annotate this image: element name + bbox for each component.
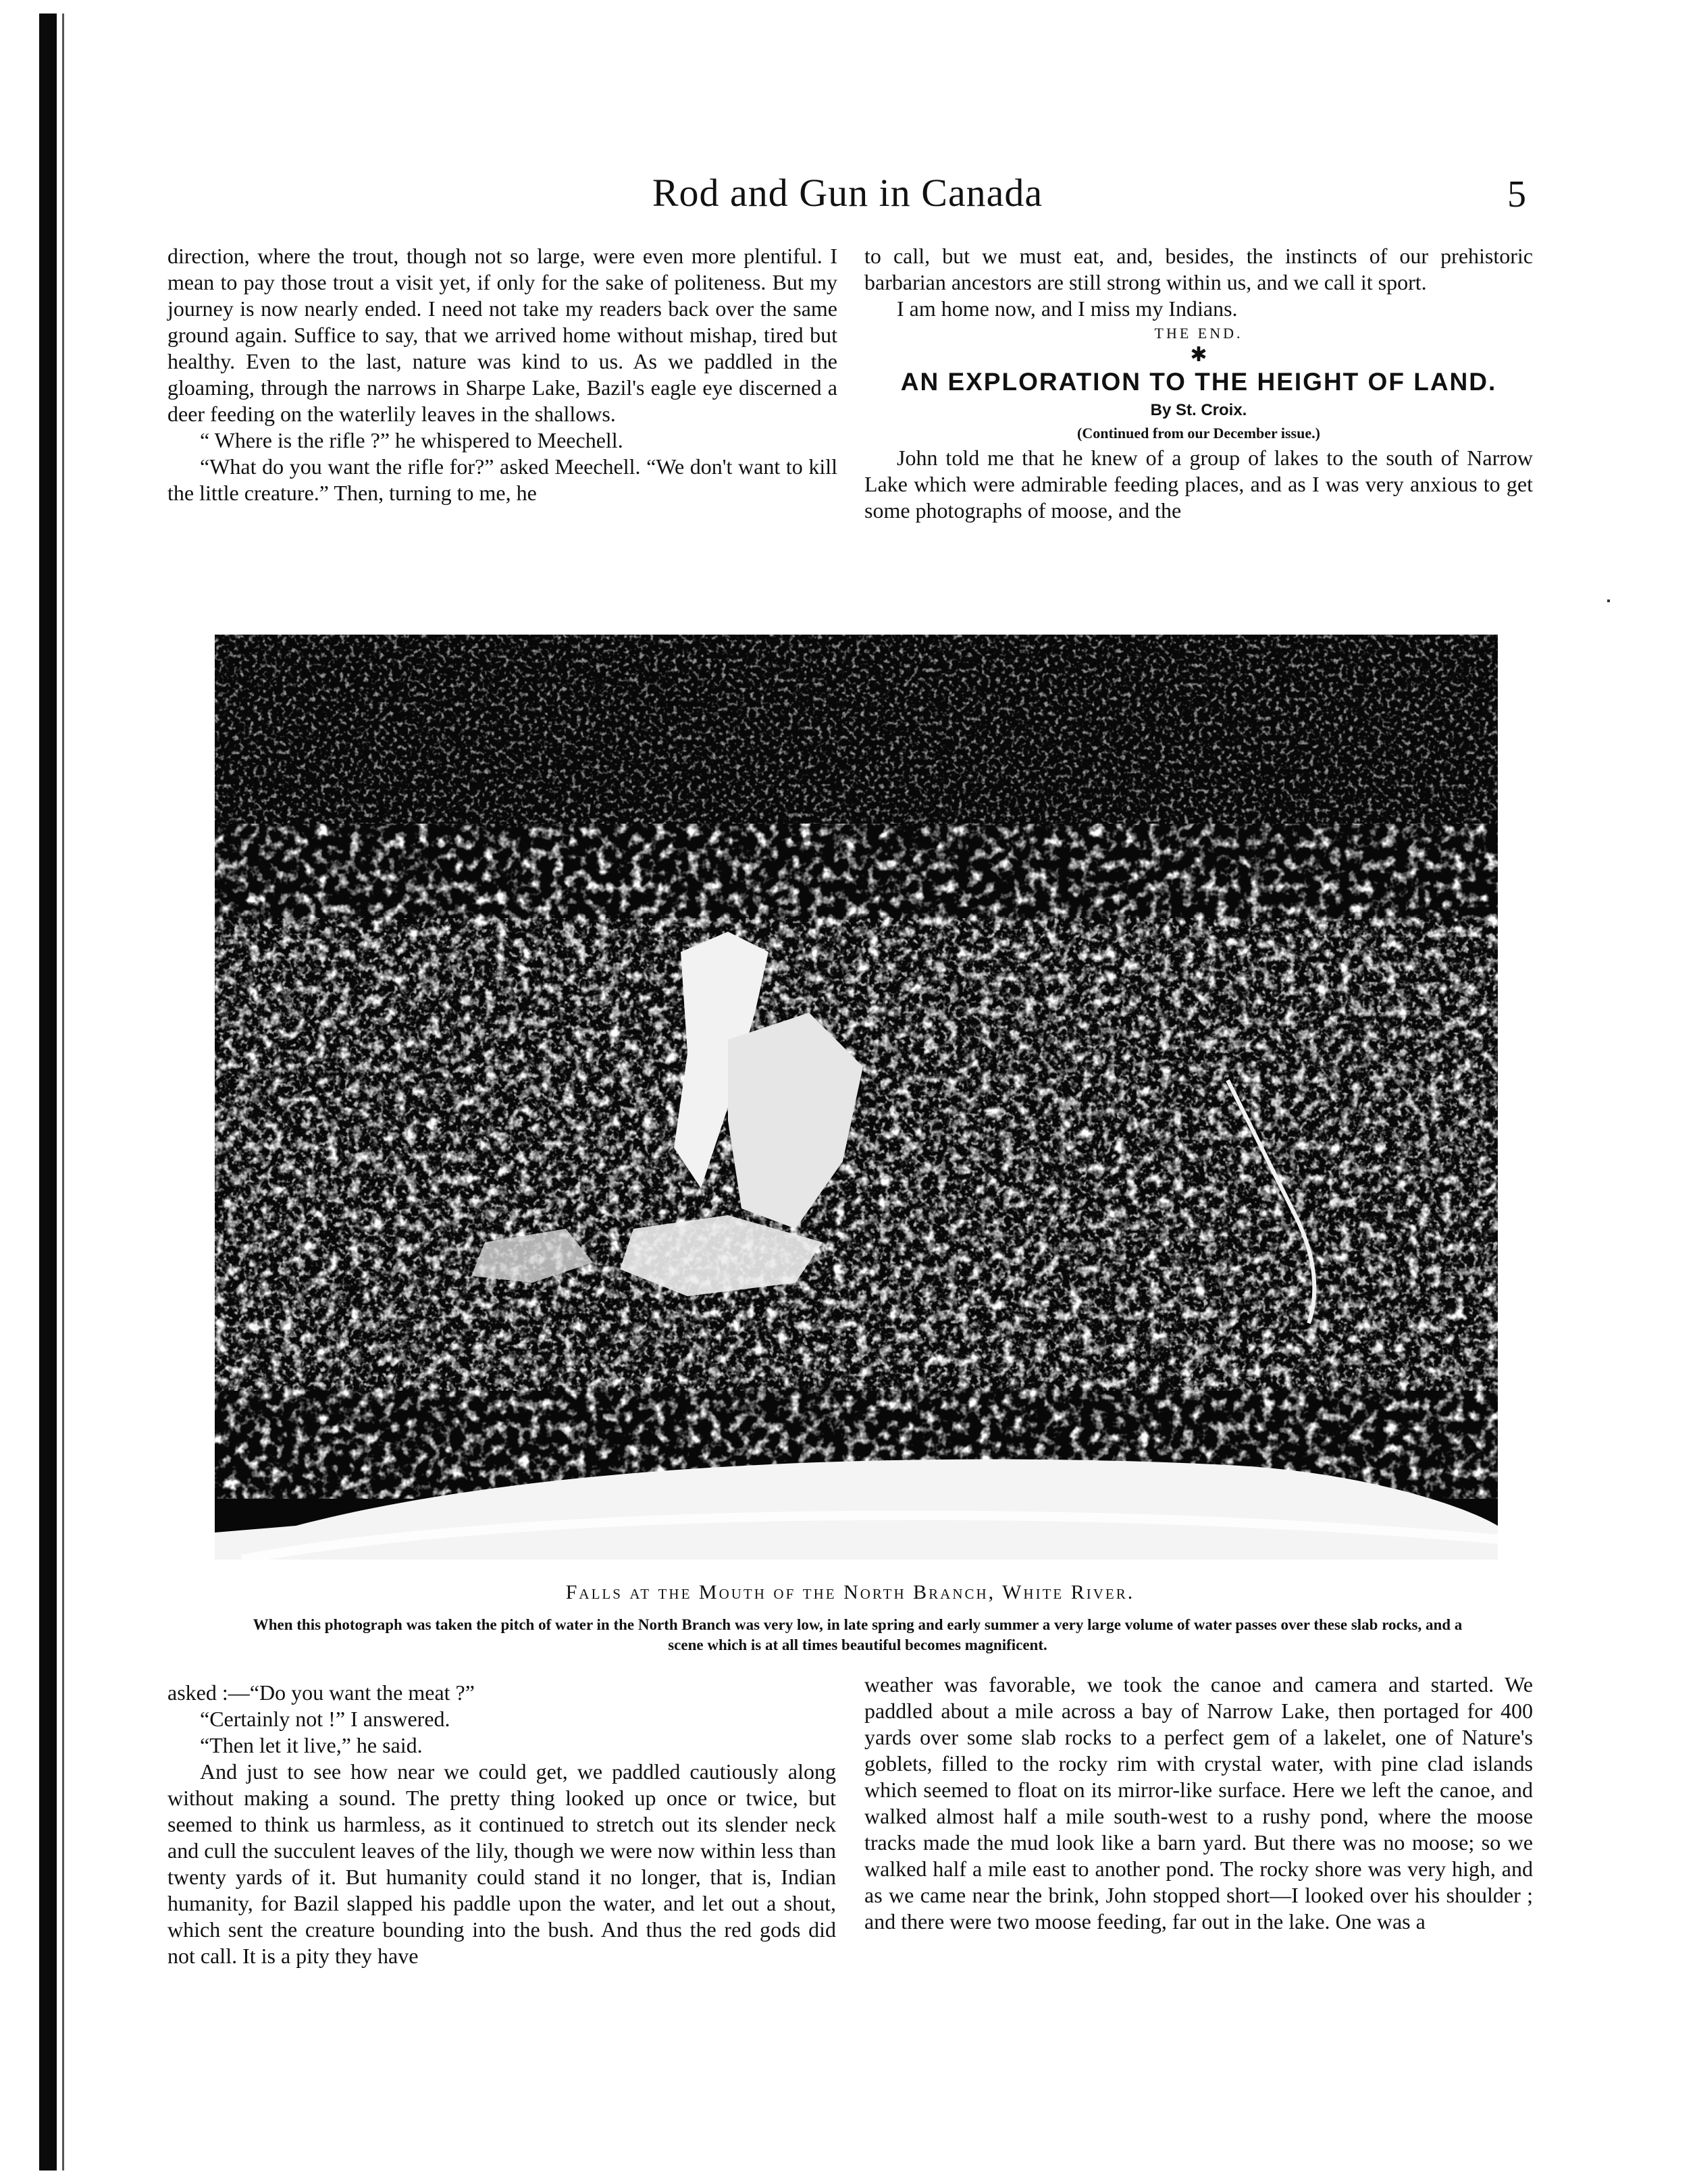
paragraph: asked :—“Do you want the meat ?” bbox=[167, 1680, 475, 1705]
byline: By St. Croix. bbox=[1150, 401, 1247, 419]
paragraph: weather was favorable, we took the canoe and camera and started. We paddled about a mile across a bay of Narrow Lake, then portaged for 400 yards over some slab rocks to a perfect gem of a lakelet, one of Nature's goblets, filled to the rocky rim with crystal water, with pine clad islands which seemed to float on its mirror-like surface. Here we left the canoe, and walked almost half a mile south-west to a rushy pond, where the moose tracks made the mud look like a barn yard. But there was no moose; so we walked half a mile east to another pond. The rocky shore was very high, and as we came near the brink, John stopped short—I looked over his shoulder ; and there were two moose feeding, far out in the lake. One was a bbox=[864, 1672, 1533, 1934]
photo-caption-text: When this photograph was taken the pitch of water in the North Branch was very low, in late spring and early summer a very large volume of water passes over these slab rocks, and a scene which is at all times beautiful becomes magnificent. bbox=[253, 1616, 1463, 1653]
page-number: 5 bbox=[1507, 174, 1526, 215]
the-end-mark: THE END. bbox=[1154, 325, 1243, 342]
scan-speck bbox=[1607, 600, 1610, 602]
paragraph: And just to see how near we could get, we paddled cautiously along without making a sound. The pretty thing looked up once or twice, but seemed to think us harmless, as it continued to stretch out its slender neck and cull the succulent leaves of the lily, though we were now within less than twenty yards of it. But humanity could stand it no longer, that is, Indian humanity, for Bazil slapped his paddle upon the water, and let out a shout, which sent the creature bounding into the bush. And thus the red gods did not call. It is a pity they have bbox=[167, 1759, 836, 1968]
column-bottom-right bbox=[864, 1672, 1533, 1935]
paragraph: “What do you want the rifle for?” asked Meechell. “We don't want to kill the little creature.” Then, turning to me, he bbox=[167, 454, 837, 505]
column-top-right bbox=[864, 243, 1533, 524]
paragraph: “Then let it live,” he said. bbox=[200, 1733, 423, 1757]
paragraph: “ Where is the rifle ?” he whispered to Meechell. bbox=[200, 428, 623, 452]
waterfall-photograph bbox=[215, 635, 1498, 1560]
running-head bbox=[169, 167, 1526, 221]
paragraph: direction, where the trout, though not so large, were even more plentiful. I mean to pay those trout a visit yet, if only for the sake of politeness. But my journey is now nearly ended. I need not take my readers back over the same ground again. Suffice to say, that we arrived home without mishap, tired but healthy. Even to the last, nature was kind to us. As we paddled in the gloaming, through the narrows in Sharpe Lake, Bazil's eagle eye discerned a deer feeding on the waterlily leaves in the shallows. bbox=[167, 244, 837, 426]
journal-title: Rod and Gun in Canada bbox=[652, 171, 1043, 215]
paragraph: John told me that he knew of a group of lakes to the south of Narrow Lake which were admirable feeding places, and as I was very anxious to get some photographs of moose, and the bbox=[864, 446, 1533, 523]
article-title: AN EXPLORATION TO THE HEIGHT OF LAND. bbox=[900, 368, 1497, 396]
section-ornament: ✱ bbox=[1190, 343, 1207, 367]
binding-edge bbox=[39, 14, 57, 2170]
paragraph: to call, but we must eat, and, besides, the instincts of our prehistoric barbarian ancestors are still strong within us, and we call it sport. bbox=[864, 244, 1533, 294]
paragraph: “Certainly not !” I answered. bbox=[200, 1707, 450, 1731]
paragraph: I am home now, and I miss my Indians. bbox=[897, 296, 1238, 321]
continued-note: (Continued from our December issue.) bbox=[1077, 425, 1320, 442]
column-top-left bbox=[167, 243, 837, 506]
binding-line bbox=[62, 14, 64, 2170]
photo-caption-title: Falls at the Mouth of the North Branch, White River. bbox=[565, 1581, 1135, 1603]
column-bottom-left bbox=[167, 1680, 836, 1969]
